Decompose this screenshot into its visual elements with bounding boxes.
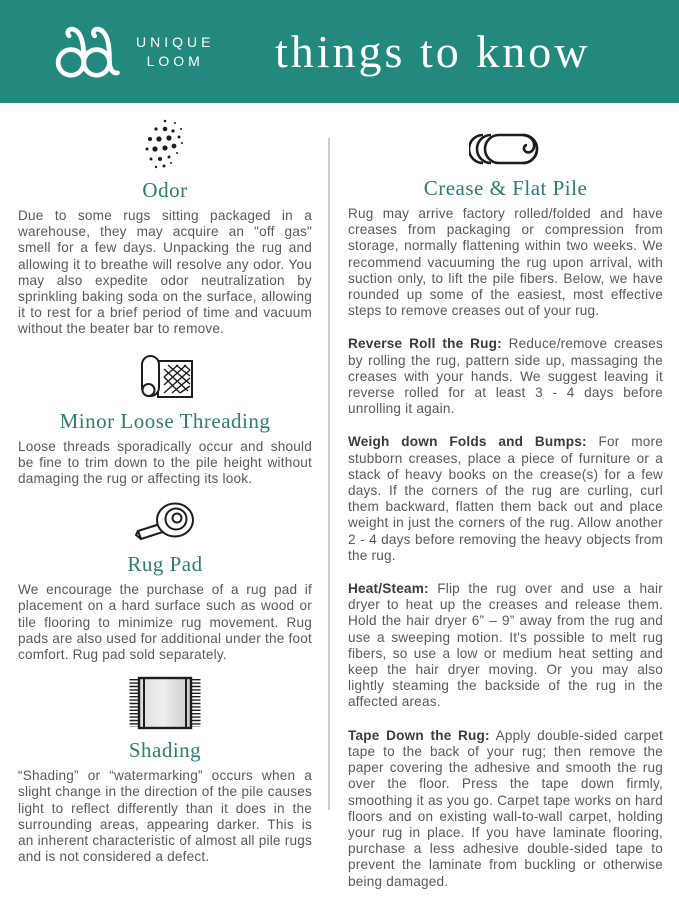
section-heading-odor: Odor: [142, 178, 188, 202]
page-title: things to know: [274, 26, 591, 77]
tip-tape-down: [348, 728, 663, 890]
tip-tape-down-label: Tape Down the Rug:: [348, 727, 490, 743]
rolled-rug-threading-icon: [134, 351, 196, 401]
tip-reverse-roll-label: Reverse Roll the Rug:: [348, 336, 502, 352]
tip-weigh-down-label: Weigh down Folds and Bumps:: [348, 434, 587, 450]
odor-specks-icon: [138, 118, 192, 170]
tip-heat-steam: [348, 581, 663, 711]
left-column: [18, 118, 312, 903]
section-body-threading: Loose threads sporadically occur and should be fine to trim down to the pile height without damaging the rug or affecting its look.: [18, 438, 312, 487]
section-rug-pad: [18, 500, 312, 663]
shaded-rug-icon: [127, 676, 203, 730]
section-body-rug-pad: We encourage the purchase of a rug pad if placement on a hard surface such as wood or tile flooring to minimize rug movement. Rug pads are also used for additional under the foot comfort. Rug pad sold separately.: [18, 582, 312, 663]
tip-heat-steam-label: Heat/Steam:: [348, 581, 429, 597]
column-divider: [328, 138, 330, 810]
section-minor-loose-threading: [18, 351, 312, 488]
section-heading-shading: Shading: [128, 738, 202, 763]
rug-pad-roll-icon: [133, 500, 197, 544]
brand-name-line1: UNIQUE: [136, 34, 215, 51]
header-banner: [0, 0, 679, 103]
brand-logo: [52, 23, 214, 81]
section-body-odor: Due to some rugs sitting packaged in a warehouse, they may acquire an "off gas" smell for a few days. Unpacking the rug and allowing it to breathe will resolve any odor. You may also expedite odor neutralization by sprinkling baking soda on the surface, allowing it to rest for a brief period of time and vacuum without the beater bar to remove.: [18, 208, 312, 337]
section-odor: [18, 118, 312, 338]
brand-name-line2: LOOM: [146, 52, 204, 69]
section-crease-flat-pile: [348, 130, 663, 890]
section-intro-crease: Rug may arrive factory rolled/folded and have creases from packaging or compression from storage, normally flattening within two weeks. We recommend vacuuming the rug upon arrival, with suction only, to lift the pile fibers. Below, we have rounded up some of the easiest, most effective steps to remove creases out of your rug.: [348, 206, 663, 319]
tip-tape-down-text: Apply double-sided carpet tape to the back of your rug; then remove the paper covering the adhesive and smooth the rug over the floor. Press the tape down firmly, smoothing it as you go. Carpet tape works on hard floors and on existing wall-to-wall carpet, holding your rug in place. If you have laminate flooring, purchase a less adhesive double-sided tape to prevent the laminate from buckling or otherwise being damaged.: [348, 727, 663, 889]
tip-weigh-down: [348, 434, 663, 564]
section-heading-threading: Minor Loose Threading: [59, 408, 271, 433]
brand-name: [136, 33, 214, 69]
tip-heat-steam-text: Flip the rug over and use a hair dryer to heat up the creases and release them. Hold the hair dryer 6” – 9” away from the rug and use a sweeping motion. It's possible to melt rug fibers, so use a low or medium heat setting and keep the hair dryer moving. Or you may also lightly steaming the backside of the rug in the affected areas.: [348, 581, 663, 710]
section-shading: [18, 676, 312, 865]
unique-loom-logo-icon: [52, 23, 126, 81]
section-heading-rug-pad: Rug Pad: [127, 552, 203, 577]
rolled-rug-side-icon: [469, 130, 543, 168]
section-body-shading: “Shading” or “watermarking” occurs when a slight change in the direction of the pile causes light to reflect differently than it does in the surrounding areas, appearing darker. This is an inherent characteristic of almost all pile rugs and is not considered a defect.: [18, 768, 312, 865]
tip-reverse-roll: [348, 336, 663, 417]
tip-weigh-down-text: For more stubborn creases, place a piece of furniture or a stack of heavy books on the crease(s) for a few days. If the corners of the rug are curling, curl them backward, flatten them back out and place weight in just the corners of the rug. Allow another 2 - 4 days before removing the heavy objects from the rug.: [348, 434, 663, 563]
content-area: [0, 103, 679, 903]
section-heading-crease: Crease & Flat Pile: [423, 176, 588, 200]
tip-reverse-roll-text: Reduce/remove creases by rolling the rug, pattern side up, massaging the creases with your hands. We suggest leaving it reverse rolled for at least 3 - 4 days before unrolling it again.: [348, 336, 663, 417]
right-column: [348, 118, 663, 903]
